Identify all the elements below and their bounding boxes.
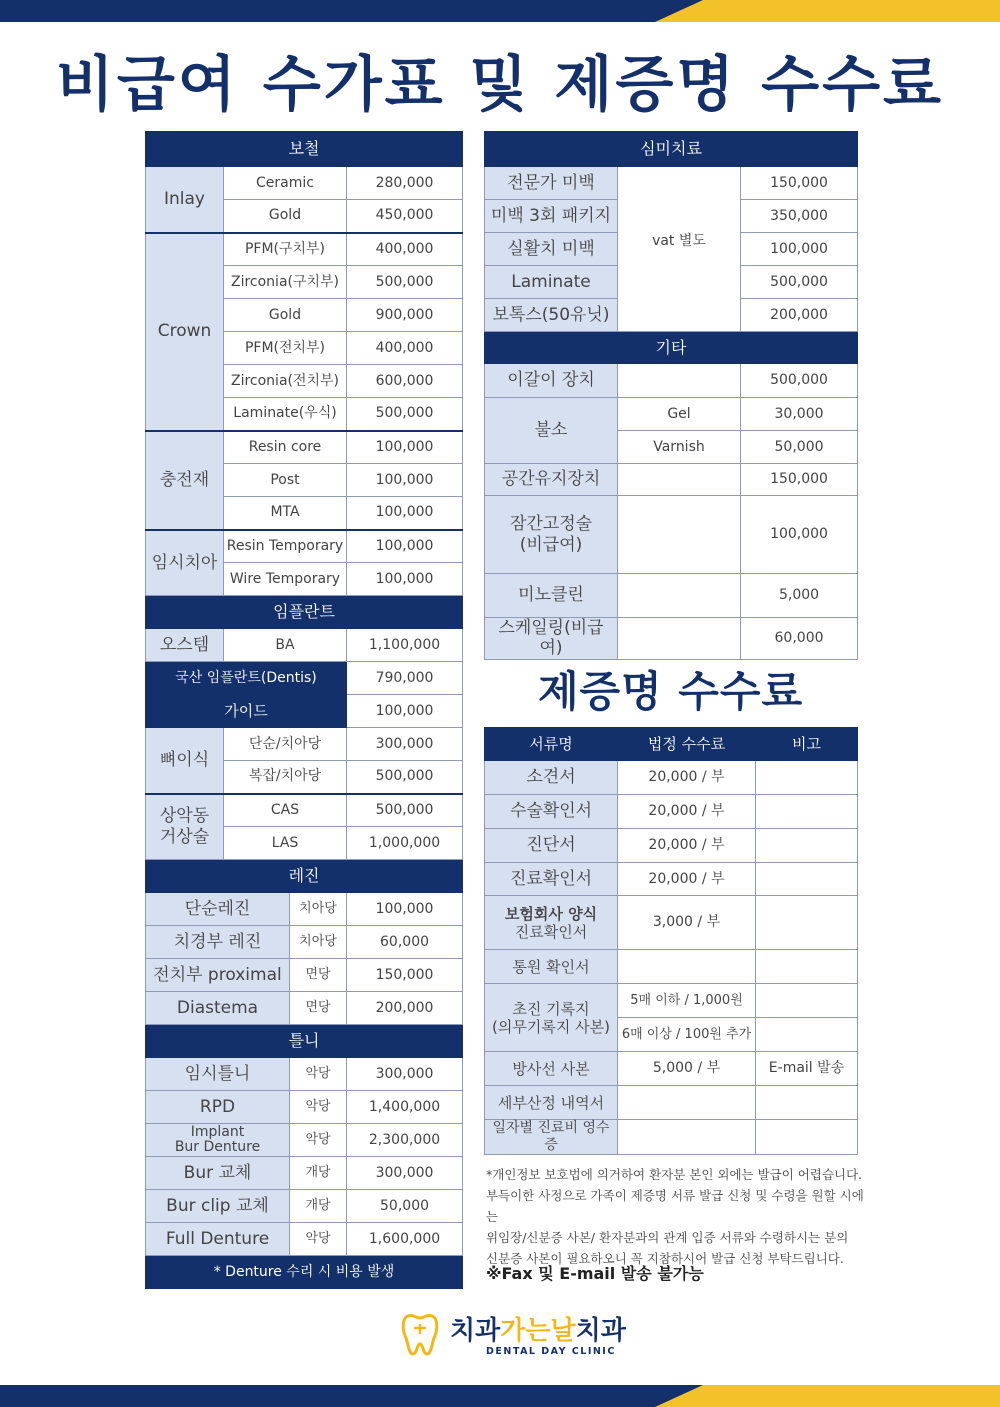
records-line2: (의무기록지 사본) (492, 1017, 610, 1036)
item-unit: 악당 (290, 1124, 347, 1157)
ortho-line2: (비급여) (519, 534, 583, 555)
item-price: 60,000 (347, 926, 463, 959)
item-unit: 치아당 (290, 926, 347, 959)
denture-item-name: RPD (146, 1091, 290, 1124)
item-price: 100,000 (741, 496, 858, 574)
item-price: 400,000 (347, 332, 463, 365)
denture-item-name (146, 1124, 290, 1157)
item-price: 100,000 (347, 431, 463, 464)
item-price: 500,000 (347, 398, 463, 431)
doc-name: 소견서 (485, 761, 618, 795)
insurance-line1: 보험회사 양식 (504, 904, 598, 923)
doc-note (756, 1086, 858, 1120)
item-name: Gel (618, 398, 741, 431)
aesthetic-item-name: 전문가 미백 (485, 167, 618, 200)
item-price: 150,000 (741, 464, 858, 496)
category-core: 충전재 (146, 431, 224, 530)
item-price: 150,000 (347, 959, 463, 992)
section-header-etc: 기타 (485, 332, 858, 364)
item-name: LAS (224, 827, 347, 860)
empty-cell (618, 618, 741, 660)
denture-item-line1: Implant (190, 1124, 245, 1140)
section-header-denture: 틀니 (146, 1025, 463, 1058)
notice-line: *개인정보 보호법에 의거하여 환자분 본인 외에는 발급이 어렵습니다. (486, 1167, 863, 1182)
etc-item-name (485, 496, 618, 574)
clinic-name (450, 1310, 626, 1347)
item-price: 200,000 (347, 992, 463, 1025)
category-fluoride: 불소 (485, 398, 618, 464)
doc-fee: 20,000 / 부 (618, 829, 756, 863)
ortho-line1: 잠간고정술 (509, 514, 593, 535)
doc-fee: 20,000 / 부 (618, 761, 756, 795)
vat-note: vat 별도 (618, 167, 741, 332)
clinic-name-part: 가는날 (500, 1316, 576, 1346)
col-header-fee: 법정 수수료 (618, 728, 756, 761)
item-name: Varnish (618, 431, 741, 464)
denture-item-name: Full Denture (146, 1223, 290, 1256)
doc-fee (618, 1120, 756, 1155)
item-price: 1,100,000 (347, 629, 463, 662)
denture-item-name: Bur clip 교체 (146, 1190, 290, 1223)
item-price: 500,000 (347, 266, 463, 299)
doc-name: 일자별 진료비 영수증 (485, 1120, 618, 1155)
item-price: 280,000 (347, 167, 463, 200)
category-sinus-lift (146, 794, 224, 860)
item-price: 1,600,000 (347, 1223, 463, 1256)
item-name: Wire Temporary (224, 563, 347, 596)
item-name: Laminate(우식) (224, 398, 347, 431)
item-unit: 치아당 (290, 893, 347, 926)
doc-fee: 20,000 / 부 (618, 795, 756, 829)
etc-item-name: 미노클린 (485, 574, 618, 618)
item-price: 100,000 (347, 893, 463, 926)
etc-item-name: 이갈이 장치 (485, 364, 618, 398)
doc-name: 진료확인서 (485, 863, 618, 896)
item-name: Gold (224, 299, 347, 332)
fax-email-notice: ※Fax 및 E-mail 발송 불가능 (486, 1264, 704, 1283)
item-name: CAS (224, 794, 347, 827)
item-unit: 면당 (290, 959, 347, 992)
item-name: 단순/치아당 (224, 728, 347, 761)
doc-note (756, 795, 858, 829)
doc-fee: 5매 이하 / 1,000원 (618, 984, 756, 1018)
item-price: 100,000 (741, 233, 858, 266)
doc-note (756, 829, 858, 863)
item-name: MTA (224, 497, 347, 530)
records-line1: 초진 기록지 (512, 999, 590, 1018)
item-price: 500,000 (347, 761, 463, 794)
item-price: 500,000 (741, 266, 858, 299)
notice-line: 신분증 사본이 필요하오니 꼭 지참하시어 발급 신청 부탁드립니다. (486, 1251, 844, 1266)
aesthetic-item-name: 미백 3회 패키지 (485, 200, 618, 233)
doc-name: 통원 확인서 (485, 950, 618, 984)
denture-item-line2: Bur Denture (174, 1139, 261, 1155)
item-price: 400,000 (347, 233, 463, 266)
bottom-banner-bar (0, 1385, 1000, 1407)
doc-name: 세부산정 내역서 (485, 1086, 618, 1120)
doc-fee (618, 1086, 756, 1120)
item-price: 200,000 (741, 299, 858, 332)
doc-name (485, 984, 618, 1052)
resin-item-name: 치경부 레진 (146, 926, 290, 959)
tooth-icon (400, 1310, 440, 1358)
item-name: 복잡/치아당 (224, 761, 347, 794)
resin-item-name: 전치부 proximal (146, 959, 290, 992)
item-name: BA (224, 629, 347, 662)
item-price: 100,000 (347, 497, 463, 530)
denture-footer-note: * Denture 수리 시 비용 발생 (146, 1256, 463, 1289)
aesthetic-item-name: 실활치 미백 (485, 233, 618, 266)
right-price-table (484, 131, 858, 660)
item-price: 50,000 (741, 431, 858, 464)
clinic-logo (400, 1308, 640, 1364)
category-inlay: Inlay (146, 167, 224, 233)
item-price: 500,000 (347, 794, 463, 827)
etc-item-name: 스케일링(비급여) (485, 618, 618, 660)
bottom-banner-accent (655, 1385, 1000, 1407)
doc-note (756, 984, 858, 1018)
notice-line: 부득이한 사정으로 가족이 제증명 서류 발급 신청 및 수령을 원할 시에는 (486, 1188, 864, 1224)
certificate-title: 제증명 수수료 (537, 667, 804, 716)
item-name: Zirconia(전치부) (224, 365, 347, 398)
col-header-note: 비고 (756, 728, 858, 761)
category-crown: Crown (146, 233, 224, 431)
item-price: 900,000 (347, 299, 463, 332)
item-name: Resin core (224, 431, 347, 464)
item-price: 450,000 (347, 200, 463, 233)
category-bone-graft: 뼈이식 (146, 728, 224, 794)
item-unit: 면당 (290, 992, 347, 1025)
item-price: 2,300,000 (347, 1124, 463, 1157)
item-price: 600,000 (347, 365, 463, 398)
item-price: 300,000 (347, 1058, 463, 1091)
item-price: 5,000 (741, 574, 858, 618)
item-name: Ceramic (224, 167, 347, 200)
left-price-table (145, 131, 463, 1289)
clinic-english-name: DENTAL DAY CLINIC (486, 1346, 616, 1357)
item-price: 300,000 (347, 728, 463, 761)
section-header-aesthetic: 심미치료 (485, 132, 858, 167)
doc-fee: 20,000 / 부 (618, 863, 756, 896)
item-name: Post (224, 464, 347, 497)
item-price: 50,000 (347, 1190, 463, 1223)
item-name: Zirconia(구치부) (224, 266, 347, 299)
item-name: PFM(전치부) (224, 332, 347, 365)
item-name: Gold (224, 200, 347, 233)
doc-note (756, 1018, 858, 1052)
item-price: 350,000 (741, 200, 858, 233)
doc-name: 방사선 사본 (485, 1052, 618, 1086)
empty-cell (618, 496, 741, 574)
doc-fee: 5,000 / 부 (618, 1052, 756, 1086)
item-unit: 개당 (290, 1157, 347, 1190)
category-temporary: 임시치아 (146, 530, 224, 596)
sinus-label-1: 상악동 (159, 806, 210, 827)
certificate-fee-table (484, 727, 858, 1155)
item-unit: 악당 (290, 1223, 347, 1256)
item-price: 150,000 (741, 167, 858, 200)
resin-item-name: Diastema (146, 992, 290, 1025)
item-price: 100,000 (347, 464, 463, 497)
empty-cell (618, 574, 741, 618)
item-name: PFM(구치부) (224, 233, 347, 266)
top-banner-bar (0, 0, 1000, 22)
clinic-name-part: 치과 (450, 1316, 501, 1346)
item-unit: 악당 (290, 1058, 347, 1091)
privacy-notice (486, 1164, 866, 1269)
resin-item-name: 단순레진 (146, 893, 290, 926)
denture-item-name: Bur 교체 (146, 1157, 290, 1190)
item-unit: 악당 (290, 1091, 347, 1124)
etc-item-name: 공간유지장치 (485, 464, 618, 496)
sinus-label-2: 거상술 (159, 826, 210, 847)
section-header-implant: 임플란트 (146, 596, 463, 629)
domestic-implant-label: 국산 임플란트(Dentis) (146, 662, 347, 695)
item-price: 60,000 (741, 618, 858, 660)
item-unit: 개당 (290, 1190, 347, 1223)
item-name: Resin Temporary (224, 530, 347, 563)
doc-note (756, 950, 858, 984)
aesthetic-item-name: 보톡스(50유닛) (485, 299, 618, 332)
item-price: 1,000,000 (347, 827, 463, 860)
doc-note (756, 761, 858, 795)
col-header-doc: 서류명 (485, 728, 618, 761)
category-osstem: 오스템 (146, 629, 224, 662)
doc-note (756, 863, 858, 896)
item-price: 790,000 (347, 662, 463, 695)
aesthetic-item-name: Laminate (485, 266, 618, 299)
doc-note: E-mail 발송 (756, 1052, 858, 1086)
section-header-prosthesis: 보철 (146, 132, 463, 167)
insurance-line2: 진료확인서 (514, 922, 588, 941)
top-banner-accent (655, 0, 1000, 22)
notice-line: 위임장/신분증 사본/ 환자분과의 관계 입증 서류와 수령하시는 분의 (486, 1230, 849, 1245)
empty-cell (618, 464, 741, 496)
doc-name: 수술확인서 (485, 795, 618, 829)
item-price: 100,000 (347, 530, 463, 563)
item-price: 500,000 (741, 364, 858, 398)
doc-fee: 3,000 / 부 (618, 896, 756, 950)
denture-item-name: 임시틀니 (146, 1058, 290, 1091)
clinic-name-part: 치과 (575, 1316, 626, 1346)
item-price: 100,000 (347, 563, 463, 596)
doc-name (485, 896, 618, 950)
item-price: 1,400,000 (347, 1091, 463, 1124)
doc-name: 진단서 (485, 829, 618, 863)
section-header-resin: 레진 (146, 860, 463, 893)
empty-cell (618, 364, 741, 398)
guide-label: 가이드 (146, 695, 347, 728)
item-price: 30,000 (741, 398, 858, 431)
page-title: 비급여 수가표 및 제증명 수수료 (55, 50, 945, 120)
doc-fee: 6매 이상 / 100원 추가 (618, 1018, 756, 1052)
doc-note (756, 896, 858, 950)
item-price: 300,000 (347, 1157, 463, 1190)
item-price: 100,000 (347, 695, 463, 728)
doc-fee (618, 950, 756, 984)
doc-note (756, 1120, 858, 1155)
